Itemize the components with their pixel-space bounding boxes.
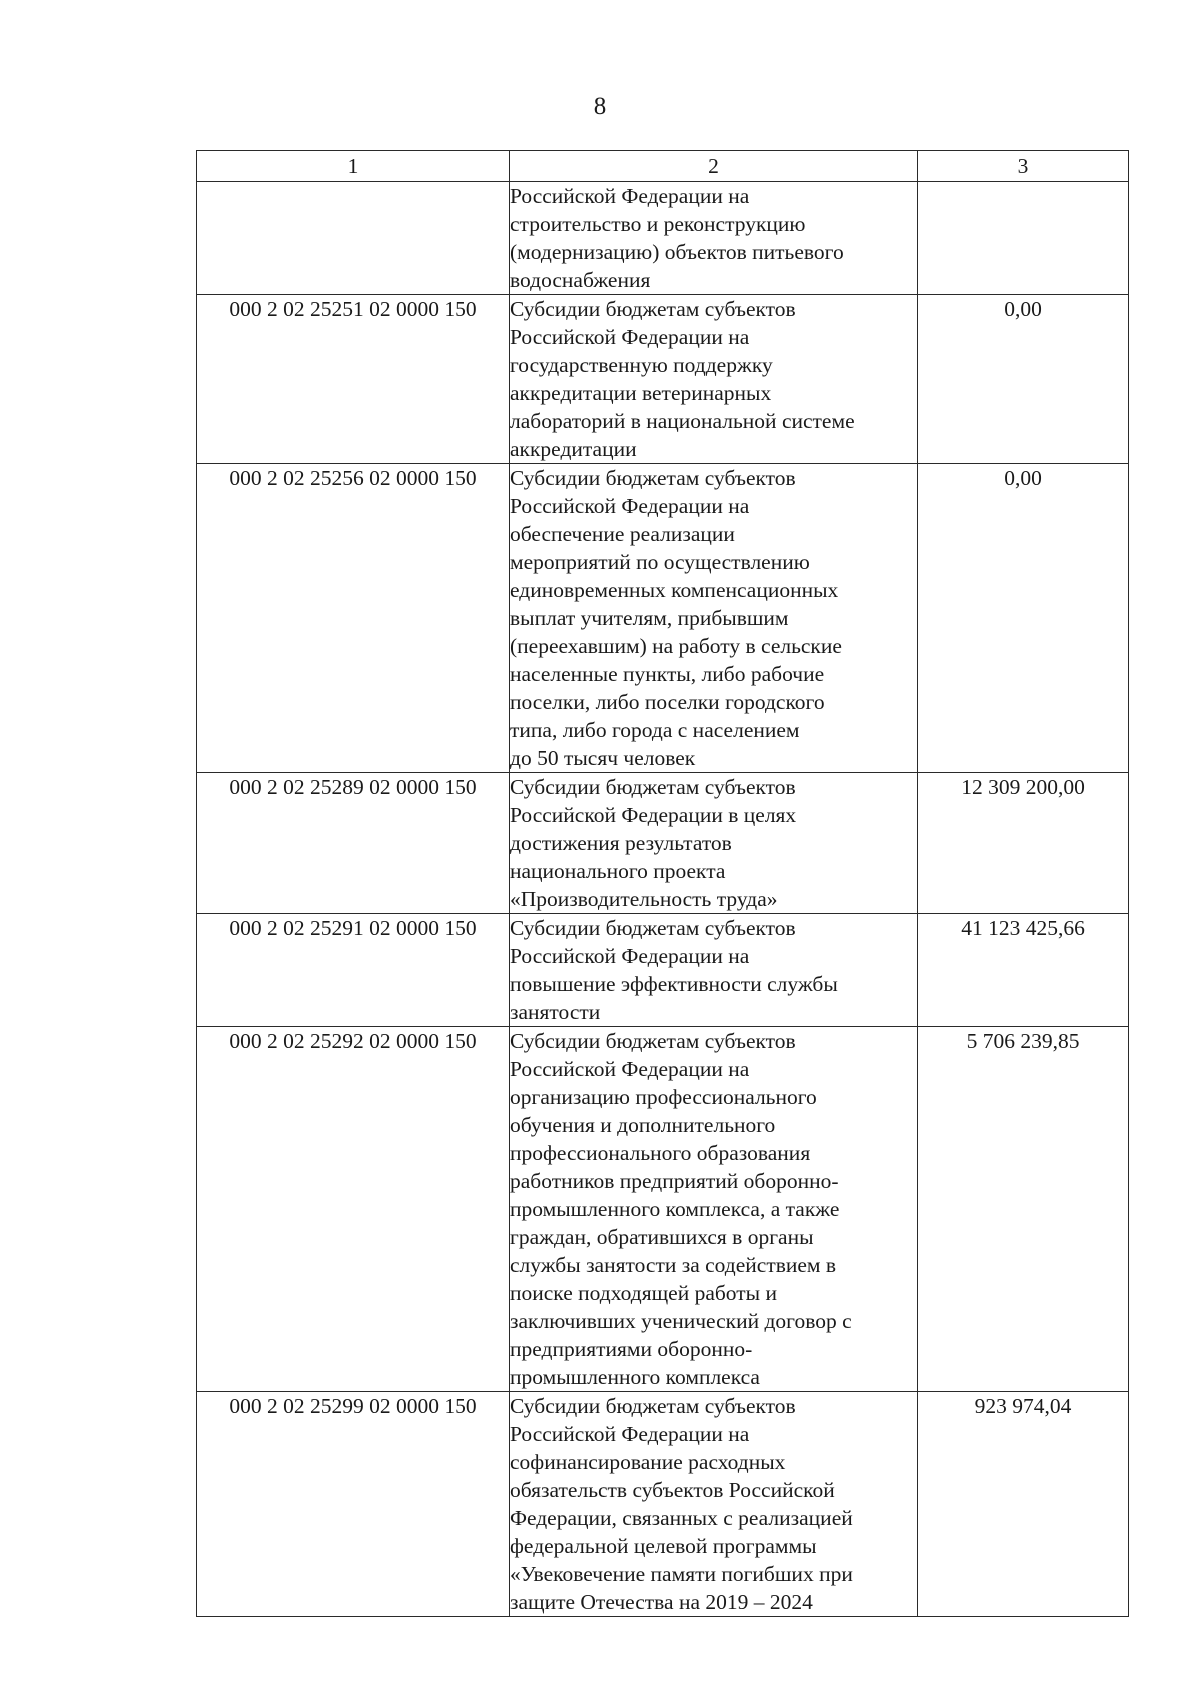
row-code: 000 2 02 25251 02 0000 150 [197, 295, 510, 464]
table-row [197, 1027, 1129, 1392]
table-row [197, 464, 1129, 773]
row-name: Субсидии бюджетам субъектов Российской Федерации на государственную поддержку аккредитации ветеринарных лабораторий в национальной системе аккредитации [510, 295, 918, 464]
row-name: Субсидии бюджетам субъектов Российской Федерации на софинансирование расходных обязательств субъектов Российской Федерации, связанных с реализацией федеральной целевой программы «Увековечение памяти погибших при защите Отечества на 2019 – 2024 [510, 1392, 918, 1617]
row-code: 000 2 02 25256 02 0000 150 [197, 464, 510, 773]
row-amount: 0,00 [918, 464, 1129, 773]
row-code: 000 2 02 25291 02 0000 150 [197, 914, 510, 1027]
row-name: Субсидии бюджетам субъектов Российской Федерации на организацию профессионального обучения и дополнительного профессионального образования работников предприятий оборонно- промышленного комплекса, а также граждан, обратившихся в органы службы занятости за содействием в поиске подходящей работы и заключивших ученический договор с предприятиями оборонно- промышленного комплекса [510, 1027, 918, 1392]
row-name: Российской Федерации на строительство и реконструкцию (модернизацию) объектов питьевого водоснабжения [510, 182, 918, 295]
table-row [197, 914, 1129, 1027]
table-row [197, 1392, 1129, 1617]
header-col-1: 1 [197, 151, 510, 182]
row-amount [918, 182, 1129, 295]
row-name: Субсидии бюджетам субъектов Российской Федерации на повышение эффективности службы занятости [510, 914, 918, 1027]
row-code: 000 2 02 25292 02 0000 150 [197, 1027, 510, 1392]
row-code [197, 182, 510, 295]
row-code: 000 2 02 25299 02 0000 150 [197, 1392, 510, 1617]
row-amount: 5 706 239,85 [918, 1027, 1129, 1392]
table-row [197, 773, 1129, 914]
row-amount: 923 974,04 [918, 1392, 1129, 1617]
row-name: Субсидии бюджетам субъектов Российской Федерации в целях достижения результатов национального проекта «Производительность труда» [510, 773, 918, 914]
row-amount: 0,00 [918, 295, 1129, 464]
budget-table [196, 150, 1129, 1617]
header-col-2: 2 [510, 151, 918, 182]
table-row [197, 295, 1129, 464]
row-amount: 41 123 425,66 [918, 914, 1129, 1027]
header-col-3: 3 [918, 151, 1129, 182]
row-amount: 12 309 200,00 [918, 773, 1129, 914]
table-row [197, 182, 1129, 295]
table-header-row [197, 151, 1129, 182]
row-code: 000 2 02 25289 02 0000 150 [197, 773, 510, 914]
row-name: Субсидии бюджетам субъектов Российской Федерации на обеспечение реализации мероприятий по осуществлению единовременных компенсационных выплат учителям, прибывшим (переехавшим) на работу в сельские населенные пункты, либо рабочие поселки, либо поселки городского типа, либо города с населением до 50 тысяч человек [510, 464, 918, 773]
page-number: 8 [593, 93, 607, 120]
